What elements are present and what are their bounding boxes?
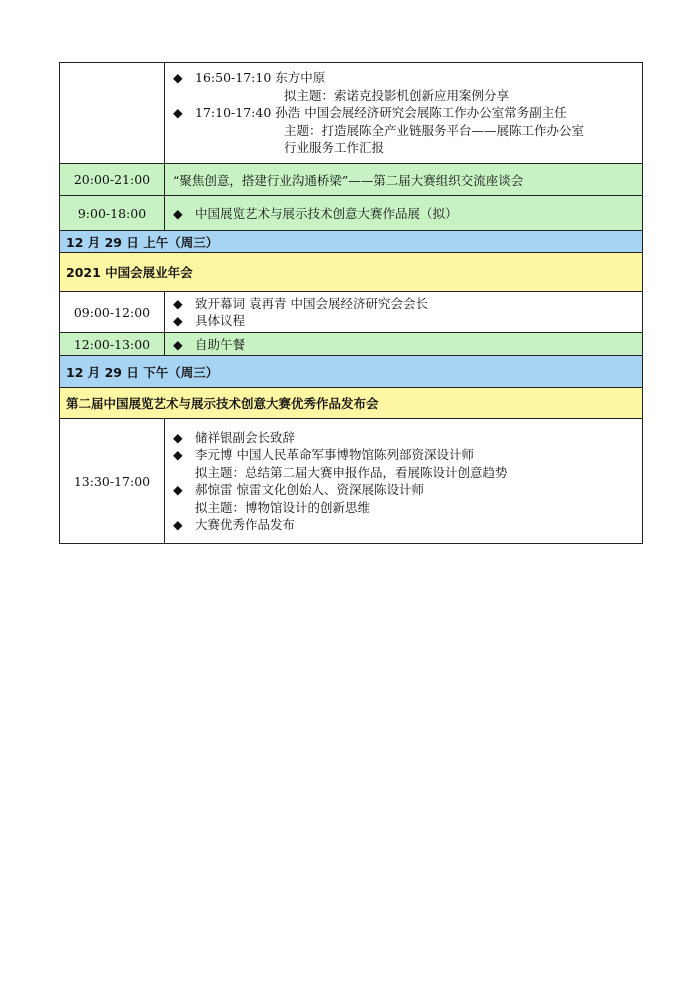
item-text: 拟主题：索诺克投影机创新应用案例分享 [284, 87, 510, 103]
content-cell [165, 419, 643, 544]
item-text: 拟主题：博物馆设计的创新思维 [195, 499, 371, 515]
list-item [173, 69, 642, 87]
item-text: 17:10-17:40 孙浩 中国会展经济研究会展陈工作办公室常务副主任 [195, 105, 567, 121]
diamond-bullet-icon: ◆ [173, 105, 183, 121]
list-item [173, 87, 642, 105]
list-item [173, 104, 642, 122]
date-header-afternoon: 12 月 29 日 下午（周三） [60, 356, 643, 388]
diamond-bullet-icon: ◆ [173, 206, 183, 221]
content-cell [165, 333, 643, 356]
table-row [60, 292, 643, 333]
diamond-bullet-icon: ◆ [173, 429, 183, 445]
list-item [173, 446, 642, 464]
content-cell [165, 196, 643, 231]
list-item [173, 481, 642, 499]
section-title [60, 253, 643, 292]
section-header [60, 356, 643, 388]
table-row [60, 196, 643, 231]
diamond-bullet-icon: ◆ [173, 447, 183, 462]
time-cell: 12:00-13:00 [60, 333, 165, 356]
item-text: 行业服务工作汇报 [284, 140, 385, 156]
item-text: 郝惊雷 惊雷文化创始人、资深展陈设计师 [195, 482, 424, 497]
diamond-bullet-icon: ◆ [173, 517, 183, 532]
diamond-bullet-icon: ◆ [173, 482, 183, 497]
section-header [60, 231, 643, 253]
diamond-bullet-icon: ◆ [173, 295, 183, 311]
list-item [173, 295, 642, 313]
diamond-bullet-icon: ◆ [173, 337, 183, 352]
content-cell [165, 63, 643, 164]
table-row [60, 63, 643, 164]
diamond-bullet-icon: ◆ [173, 70, 183, 86]
table-row [60, 164, 643, 196]
list-item [173, 464, 642, 482]
table-row [60, 419, 643, 544]
item-text: 储祥银副会长致辞 [195, 429, 296, 445]
time-cell: 20:00-21:00 [60, 164, 165, 196]
list-item [173, 429, 642, 447]
time-cell: 13:30-17:00 [60, 419, 165, 544]
item-text: 主题：打造展陈全产业链服务平台——展陈工作办公室 [284, 122, 585, 138]
release-title: 第二届中国展览艺术与展示技术创意大赛优秀作品发布会 [60, 388, 643, 419]
item-text: 致开幕词 袁再青 中国会展经济研究会会长 [195, 295, 428, 311]
section-title [60, 388, 643, 419]
item-text: 大赛优秀作品发布 [195, 517, 296, 532]
annual-meeting-title: 2021 中国会展业年会 [60, 253, 643, 292]
item-text: “聚焦创意，搭建行业沟通桥梁”——第二届大赛组织交流座谈会 [173, 172, 524, 188]
item-text: 16:50-17:10 东方中原 [195, 70, 326, 86]
diamond-bullet-icon: ◆ [173, 313, 183, 328]
list-item [173, 139, 642, 157]
content-cell [165, 164, 643, 196]
content-cell [165, 292, 643, 333]
table-row [60, 333, 643, 356]
list-item [173, 499, 642, 517]
item-text: 具体议程 [195, 313, 246, 328]
list-item [173, 122, 642, 140]
list-item [173, 312, 642, 330]
item-text: 拟主题：总结第二届大赛申报作品，看展陈设计创意趋势 [195, 464, 508, 480]
time-cell: 9:00-18:00 [60, 196, 165, 231]
time-cell: 09:00-12:00 [60, 292, 165, 333]
schedule-table [59, 62, 643, 544]
item-text: 中国展览艺术与展示技术创意大赛作品展（拟） [195, 206, 458, 221]
date-header-morning: 12 月 29 日 上午（周三） [60, 231, 643, 253]
item-text: 李元博 中国人民革命军事博物馆陈列部资深设计师 [195, 447, 474, 462]
list-item [173, 516, 642, 534]
item-text: 自助午餐 [195, 337, 246, 352]
time-cell [60, 63, 165, 164]
